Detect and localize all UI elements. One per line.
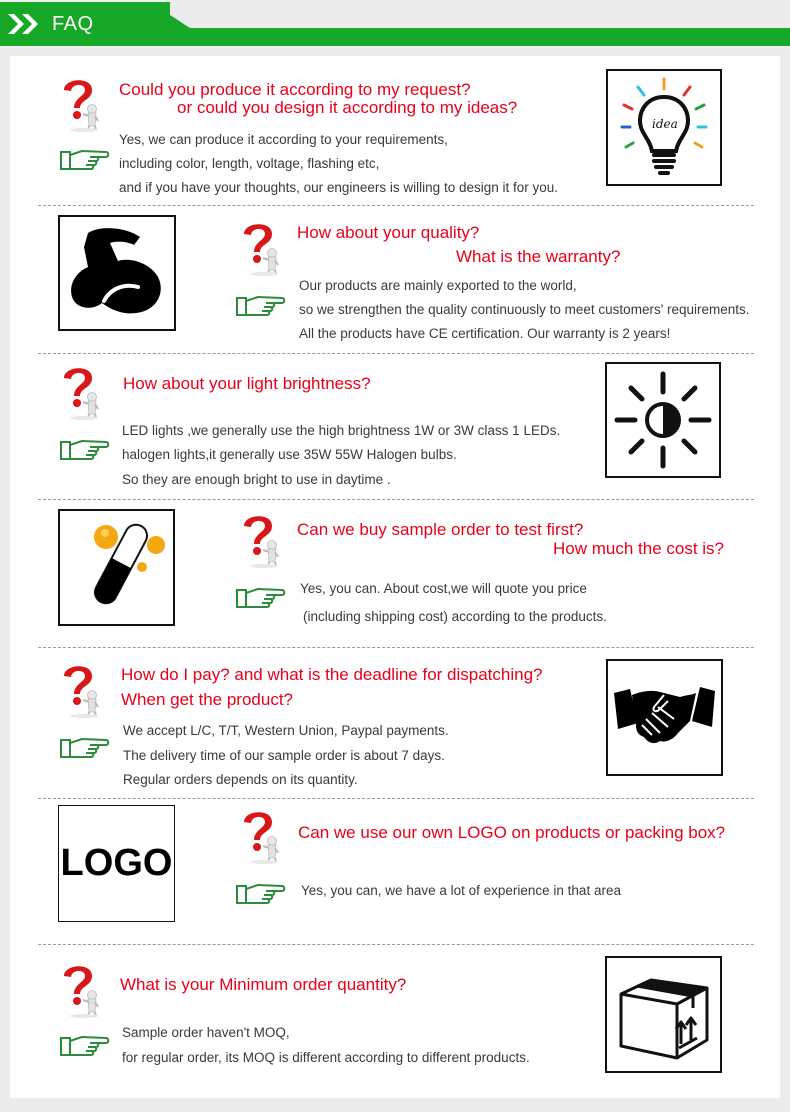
faq-answer-line: The delivery time of our sample order is about 7 days. xyxy=(123,748,445,763)
question-mark-icon xyxy=(58,662,102,718)
faq-answer-line: So they are enough bright to use in daytime . xyxy=(122,472,391,487)
faq-answer-line: so we strengthen the quality continuously to meet customers' requirements. xyxy=(299,302,750,317)
section-divider xyxy=(38,353,754,354)
faq-answer-line: Yes, you can, we have a lot of experience in that area xyxy=(301,883,621,898)
question-mark-icon xyxy=(238,512,282,568)
pointing-hand-icon xyxy=(60,734,110,760)
faq-answer-line: and if you have your thoughts, our engineers is willing to design it for you. xyxy=(119,180,559,195)
double-chevron-icon xyxy=(6,12,46,36)
faq-answer-line: including color, length, voltage, flashing etc, xyxy=(119,156,380,171)
question-mark-icon xyxy=(238,220,282,276)
faq-question: Can we use our own LOGO on products or packing box? xyxy=(298,823,726,842)
faq-question: Could you produce it according to my request? xyxy=(119,80,471,99)
section-divider xyxy=(38,499,754,500)
faq-answer-line: All the products have CE certification. Our warranty is 2 years! xyxy=(299,326,671,341)
faq-question-line2: What is the warranty? xyxy=(456,247,621,266)
logo-box-icon xyxy=(58,805,175,922)
idea-label: idea xyxy=(652,117,678,131)
faq-answer-line: Regular orders depends on its quantity. xyxy=(123,772,358,787)
faq-question-line2: or could you design it according to my ideas? xyxy=(177,98,518,117)
faq-question-line2: How much the cost is? xyxy=(553,539,725,558)
faq-question: How do I pay? and what is the deadline for dispatching? xyxy=(121,665,543,684)
question-mark-icon xyxy=(58,962,102,1018)
faq-question: How about your light brightness? xyxy=(123,374,371,393)
faq-answer-line: halogen lights,it generally use 35W 55W Halogen bulbs. xyxy=(122,447,457,462)
pointing-hand-icon xyxy=(60,1032,110,1058)
page-title: FAQ xyxy=(52,13,94,35)
pointing-hand-icon xyxy=(236,880,286,906)
section-divider xyxy=(38,798,754,799)
faq-question: What is your Minimum order quantity? xyxy=(120,975,407,994)
faq-question: Can we buy sample order to test first? xyxy=(297,520,584,539)
test-tube-icon xyxy=(58,509,175,626)
faq-answer-line: (including shipping cost) according to the products. xyxy=(303,609,607,624)
faq-answer-line: LED lights ,we generally use the high brightness 1W or 3W class 1 LEDs. xyxy=(122,423,561,438)
pointing-hand-icon xyxy=(236,292,286,318)
faq-answer-line: We accept L/C, T/T, Western Union, Paypal payments. xyxy=(123,723,449,738)
faq-answer-line: Our products are mainly exported to the world, xyxy=(299,278,577,293)
question-mark-icon xyxy=(58,364,102,420)
section-divider xyxy=(38,944,754,945)
pointing-hand-icon xyxy=(236,584,286,610)
logo-label: LOGO xyxy=(60,842,173,884)
faq-answer-line: Sample order haven't MOQ, xyxy=(122,1025,290,1040)
section-divider xyxy=(38,647,754,648)
brightness-sun-icon xyxy=(605,362,721,478)
pointing-hand-icon xyxy=(60,146,110,172)
faq-answer-line: Yes, we can produce it according to your requirements, xyxy=(119,132,448,147)
question-mark-icon xyxy=(58,76,102,132)
pointing-hand-icon xyxy=(60,436,110,462)
header-tab-slant xyxy=(150,2,190,28)
faq-question-line2: When get the product? xyxy=(121,690,294,709)
question-mark-icon xyxy=(238,808,282,864)
handshake-icon xyxy=(606,659,723,776)
package-box-icon xyxy=(605,956,722,1073)
faq-header xyxy=(0,0,790,46)
faq-question: How about your quality? xyxy=(297,223,480,242)
faq-answer-line: for regular order, its MOQ is different according to different products. xyxy=(122,1050,530,1065)
idea-bulb-icon xyxy=(606,69,722,186)
section-divider xyxy=(38,205,754,206)
strong-arm-icon xyxy=(58,215,176,331)
faq-answer-line: Yes, you can. About cost,we will quote you price xyxy=(300,581,587,596)
